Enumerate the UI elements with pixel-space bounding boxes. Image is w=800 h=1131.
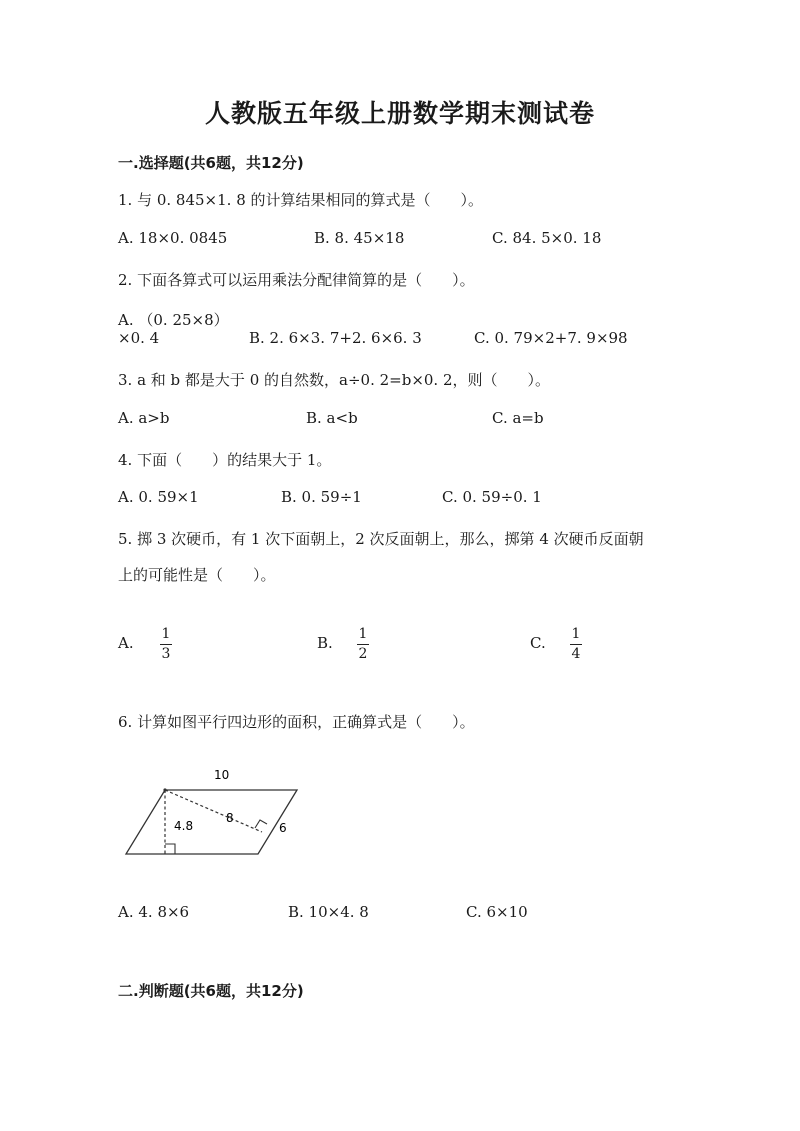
fraction-bar xyxy=(570,644,582,645)
figure-label-diagonal: 8 xyxy=(226,811,234,825)
question-1-option-a: A. 18×0. 0845 xyxy=(118,229,228,247)
question-3-option-a: A. a>b xyxy=(118,409,170,427)
question-5-option-b-fraction xyxy=(357,626,369,663)
fraction-numerator: 1 xyxy=(358,626,368,642)
question-4-stem: 4. 下面（ ）的结果大于 1。 xyxy=(118,451,332,469)
page-title: 人教版五年级上册数学期末测试卷 xyxy=(204,99,595,128)
question-4-option-a: A. 0. 59×1 xyxy=(118,488,199,506)
right-angle-mark-bottom xyxy=(165,844,175,854)
question-1-option-c: C. 84. 5×0. 18 xyxy=(492,229,602,247)
question-5-option-c-label: C. xyxy=(530,634,546,652)
question-2-stem: 2. 下面各算式可以运用乘法分配律简算的是（ ）。 xyxy=(118,271,475,289)
question-6-stem: 6. 计算如图平行四边形的面积，正确算式是（ ）。 xyxy=(118,713,475,731)
question-5-option-a-fraction xyxy=(160,626,172,663)
question-6-option-a: A. 4. 8×6 xyxy=(118,903,190,921)
question-5-option-a-label: A. xyxy=(118,634,134,652)
question-6-option-c: C. 6×10 xyxy=(466,903,528,921)
figure-label-top: 10 xyxy=(214,768,230,782)
right-angle-mark-side xyxy=(255,820,267,828)
question-3-option-c: C. a=b xyxy=(492,409,544,427)
figure-label-side: 6 xyxy=(279,821,287,835)
fraction-denominator: 2 xyxy=(358,646,368,662)
question-1-option-b: B. 8. 45×18 xyxy=(314,229,405,247)
fraction-bar xyxy=(357,644,369,645)
fraction-numerator: 1 xyxy=(161,626,171,642)
fraction-bar xyxy=(160,644,172,645)
question-4-option-c: C. 0. 59÷0. 1 xyxy=(442,488,542,506)
question-2-option-b: B. 2. 6×3. 7+2. 6×6. 3 xyxy=(249,329,422,347)
parallelogram-shape xyxy=(126,790,297,854)
figure-label-height: 4.8 xyxy=(174,819,194,833)
question-6-option-b: B. 10×4. 8 xyxy=(288,903,369,921)
question-2-option-a: A. （0. 25×8） xyxy=(118,311,229,329)
section-heading-judgment: 二.判断题(共6题，共12分) xyxy=(118,982,304,1000)
question-2-option-a-continued: ×0. 4 xyxy=(118,329,160,347)
question-3-stem: 3. a 和 b 都是大于 0 的自然数，a÷0. 2=b×0. 2，则（ ）。 xyxy=(118,371,551,389)
fraction-denominator: 3 xyxy=(161,646,171,662)
question-4-option-b: B. 0. 59÷1 xyxy=(281,488,362,506)
vertex-dot xyxy=(163,788,166,791)
question-5-stem-line2: 上的可能性是（ ）。 xyxy=(118,566,276,584)
question-5-option-c-fraction xyxy=(570,626,582,663)
fraction-denominator: 4 xyxy=(571,646,581,662)
question-5-stem-line1: 5. 掷 3 次硬币，有 1 次下面朝上，2 次反面朝上，那么，掷第 4 次硬币反面朝 xyxy=(118,530,644,548)
section-heading-choice: 一.选择题(共6题，共12分) xyxy=(118,154,304,172)
question-2-option-c: C. 0. 79×2+7. 9×98 xyxy=(474,329,628,347)
fraction-numerator: 1 xyxy=(571,626,581,642)
parallelogram-figure xyxy=(110,758,320,868)
question-1-stem: 1. 与 0. 845×1. 8 的计算结果相同的算式是（ ）。 xyxy=(118,191,484,209)
question-3-option-b: B. a<b xyxy=(306,409,358,427)
question-5-option-b-label: B. xyxy=(317,634,333,652)
